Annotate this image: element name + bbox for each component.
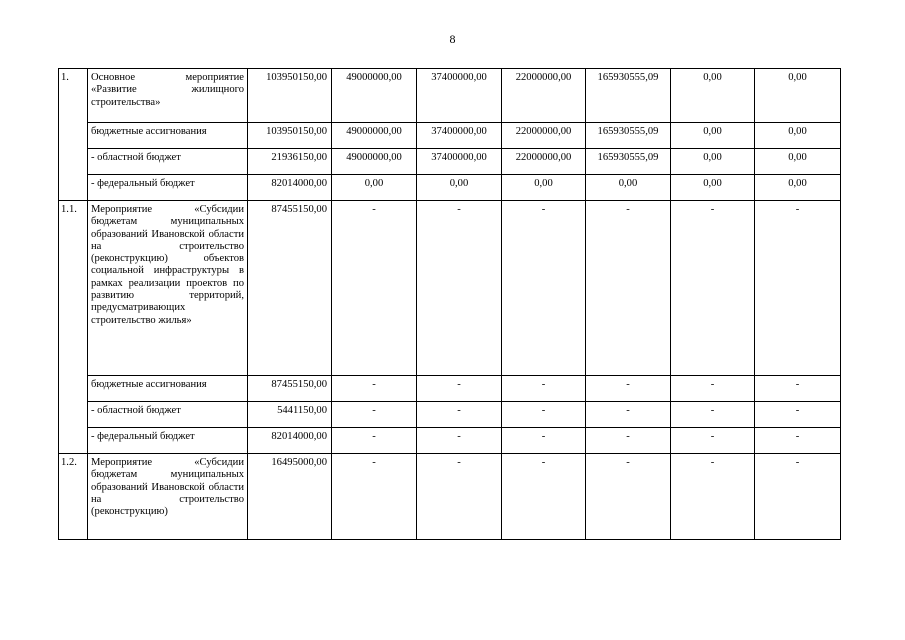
- value-cell: -: [332, 428, 417, 454]
- value-cell: -: [755, 454, 841, 540]
- value-cell: -: [332, 402, 417, 428]
- row-name: - федеральный бюджет: [88, 175, 248, 201]
- value-cell: 22000000,00: [502, 69, 586, 123]
- value-cell: -: [671, 454, 755, 540]
- row-number: 1.: [59, 69, 88, 123]
- value-cell: -: [671, 428, 755, 454]
- value-cell: 165930555,09: [586, 149, 671, 175]
- value-cell: -: [502, 428, 586, 454]
- value-cell: 82014000,00: [248, 175, 332, 201]
- table-row: [59, 201, 841, 376]
- page-number: 8: [449, 32, 456, 46]
- value-cell: 5441150,00: [248, 402, 332, 428]
- value-cell: 0,00: [755, 175, 841, 201]
- row-name: - федеральный бюджет: [88, 428, 248, 454]
- value-cell: -: [417, 454, 502, 540]
- value-cell: -: [502, 201, 586, 376]
- row-number: [59, 123, 88, 149]
- row-name: Основное мероприятие «Развитие жилищного строительства»: [88, 69, 248, 123]
- value-cell: 49000000,00: [332, 123, 417, 149]
- value-cell: -: [417, 201, 502, 376]
- value-cell: 0,00: [755, 69, 841, 123]
- value-cell: -: [755, 428, 841, 454]
- value-cell: -: [671, 376, 755, 402]
- row-number: [59, 175, 88, 201]
- value-cell: 103950150,00: [248, 123, 332, 149]
- value-cell: -: [755, 376, 841, 402]
- value-cell: -: [417, 402, 502, 428]
- value-cell: 165930555,09: [586, 123, 671, 149]
- value-cell: 0,00: [671, 149, 755, 175]
- value-cell: -: [502, 454, 586, 540]
- value-cell: -: [671, 201, 755, 376]
- value-cell: -: [586, 201, 671, 376]
- budget-table: [58, 68, 841, 540]
- table-row: [59, 402, 841, 428]
- value-cell: 37400000,00: [417, 149, 502, 175]
- table-row: [59, 454, 841, 540]
- value-cell: 0,00: [671, 175, 755, 201]
- value-cell: -: [417, 428, 502, 454]
- value-cell: -: [332, 376, 417, 402]
- value-cell: -: [586, 428, 671, 454]
- value-cell: 0,00: [755, 149, 841, 175]
- table-row: [59, 175, 841, 201]
- value-cell: 103950150,00: [248, 69, 332, 123]
- value-cell: 0,00: [755, 123, 841, 149]
- row-name: - областной бюджет: [88, 149, 248, 175]
- value-cell: 49000000,00: [332, 149, 417, 175]
- value-cell: -: [332, 201, 417, 376]
- table-row: [59, 428, 841, 454]
- value-cell: -: [671, 402, 755, 428]
- row-name: бюджетные ассигнования: [88, 123, 248, 149]
- row-name: Мероприятие «Субсидии бюджетам муниципальных образований Ивановской области на строительство (реконструкцию): [88, 454, 248, 540]
- value-cell: -: [502, 402, 586, 428]
- row-number: [59, 376, 88, 402]
- row-number: 1.1.: [59, 201, 88, 376]
- table-row: [59, 123, 841, 149]
- table-row: [59, 69, 841, 123]
- value-cell: -: [502, 376, 586, 402]
- value-cell: 22000000,00: [502, 149, 586, 175]
- value-cell: 0,00: [417, 175, 502, 201]
- value-cell: 37400000,00: [417, 69, 502, 123]
- table-row: [59, 149, 841, 175]
- value-cell: -: [755, 402, 841, 428]
- row-number: [59, 149, 88, 175]
- value-cell: 21936150,00: [248, 149, 332, 175]
- row-name: - областной бюджет: [88, 402, 248, 428]
- value-cell: 87455150,00: [248, 201, 332, 376]
- table-row: [59, 376, 841, 402]
- value-cell: 49000000,00: [332, 69, 417, 123]
- value-cell: 0,00: [671, 69, 755, 123]
- row-number: 1.2.: [59, 454, 88, 540]
- value-cell: 0,00: [671, 123, 755, 149]
- value-cell: -: [332, 454, 417, 540]
- value-cell: 87455150,00: [248, 376, 332, 402]
- value-cell: 82014000,00: [248, 428, 332, 454]
- value-cell: 22000000,00: [502, 123, 586, 149]
- value-cell: 16495000,00: [248, 454, 332, 540]
- value-cell: -: [586, 402, 671, 428]
- value-cell: 0,00: [586, 175, 671, 201]
- value-cell: -: [417, 376, 502, 402]
- value-cell: -: [586, 376, 671, 402]
- row-number: [59, 402, 88, 428]
- value-cell: 0,00: [332, 175, 417, 201]
- value-cell: -: [755, 201, 841, 376]
- value-cell: 37400000,00: [417, 123, 502, 149]
- value-cell: 165930555,09: [586, 69, 671, 123]
- value-cell: 0,00: [502, 175, 586, 201]
- value-cell: -: [586, 454, 671, 540]
- row-name: бюджетные ассигнования: [88, 376, 248, 402]
- row-number: [59, 428, 88, 454]
- row-name: Мероприятие «Субсидии бюджетам муниципальных образований Ивановской области на строительство (реконструкцию) объектов социальной инфраструктуры в рамках реализации проектов по развитию территорий, предусматривающих строительство жилья»: [88, 201, 248, 376]
